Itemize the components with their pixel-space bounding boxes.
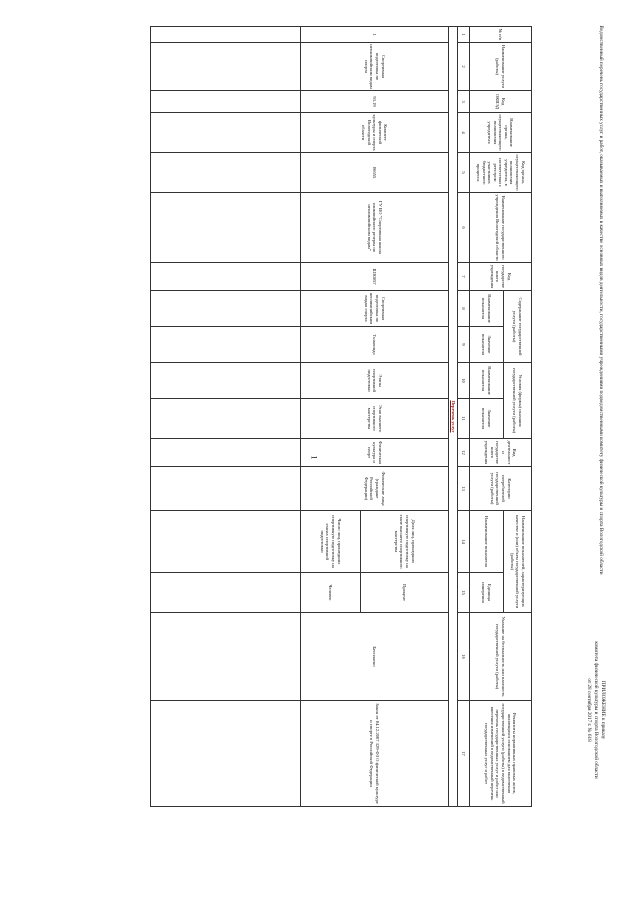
header-quality-name: Наименование показателя	[470, 511, 504, 573]
col-number: 14	[458, 511, 470, 573]
col-number: 13	[458, 467, 470, 511]
col-number: 11	[458, 399, 470, 439]
row-service: Спортивная подготовка по неолимпийским видам спорта	[301, 43, 449, 91]
col-number: 17	[458, 701, 470, 807]
row-payment: Бесплатно	[301, 613, 449, 701]
header-content-value: Значение показателя	[470, 327, 504, 363]
header-payment: Указание на бесплатность или платность государственной услуги (работы)	[470, 613, 532, 701]
row-law: Закон от 04.12.2007 329-ФЗ О физической культуре и спорте в Российской Федерации	[301, 701, 449, 807]
col-number: 15	[458, 573, 470, 613]
section-title: Перечень услуг	[449, 27, 458, 807]
header-activity: Вид деятельности государственного учреждения	[470, 439, 532, 467]
header-quality-unit: Единица измерения	[470, 573, 504, 613]
header-okved: Код ОКВЭД	[470, 91, 532, 113]
page-number: 1	[309, 455, 319, 460]
col-number: 1	[458, 27, 470, 43]
row-institution: ГУ ВО "Спортивная школа олимпийского резерва по неолимпийским видам"	[301, 193, 449, 263]
col-number: 7	[458, 263, 470, 291]
header-consumers: Категории потребителей государственной услуги (работы)	[470, 467, 532, 511]
col-number: 5	[458, 153, 470, 193]
row-inst-code: ШЗ0857	[301, 263, 449, 291]
header-inst-code: Код государственного учреждения	[470, 263, 532, 291]
row-authority-code: 06655	[301, 153, 449, 193]
col-number: 3	[458, 91, 470, 113]
col-number: 10	[458, 363, 470, 399]
header-line-3: от 28 сентября 2017 г. № 618	[586, 678, 592, 742]
header-line-2: комитета физической культуры и спорта Вологодской области	[593, 641, 599, 779]
header-authority: Наименование органа, осуществляющего полномочия учредителя	[470, 113, 532, 153]
header-law: Реквизиты нормативных правовых актов, являющихся основанием для включения государственной услуги (работы) в ведомственный перечень государственных услуг и работ или внесения изменений в ведомственный перечень государственных услуг и работ	[470, 701, 532, 807]
document-header	[585, 560, 606, 860]
header-authority-code: Код органа, осуществляющего полномочия учредителя, в соответствии с реестром участников бюджетного процесса	[470, 153, 532, 193]
row-num: 1	[301, 27, 449, 43]
col-number: 16	[458, 613, 470, 701]
col-number: 4	[458, 113, 470, 153]
row-content-name: Спортивная подготовка по неолимпийским видам спорта	[301, 291, 449, 327]
row-activity: Физическая культура и спорт	[301, 439, 449, 467]
row-authority: Комитет физической культуры и спорта Вологодской области	[301, 113, 449, 153]
col-number: 2	[458, 43, 470, 91]
header-content: Содержание государственной услуги (работы)	[504, 291, 532, 363]
services-table	[150, 26, 532, 807]
row-quality-1-unit: Процент	[361, 573, 449, 613]
header-num: № п/п	[470, 27, 532, 43]
table-row	[361, 27, 449, 807]
row-content-value: Тхэквондо	[301, 327, 449, 363]
row-cond-name: Этапы спортивной подготовки	[301, 363, 449, 399]
row-quality-2: Число лиц, прошедших спортивную подготовку на этапах спортивной подготовки	[301, 511, 361, 573]
col-number: 9	[458, 327, 470, 363]
row-quality-2-unit: Человек	[301, 573, 361, 613]
header-quality: Наименование показателей, характеризующих качество и (или) объем государственной услуги (работы)	[504, 511, 532, 613]
row-quality-1: Доля лиц, прошедших спортивную подготовку на этапе высшего спортивного мастерства	[361, 511, 449, 573]
row-consumers: Физические лица (граждане Российской Федерации)	[301, 467, 449, 511]
header-line-1: ПРИЛОЖЕНИЕ к приказу	[600, 680, 606, 740]
col-number: 12	[458, 439, 470, 467]
col-number: 6	[458, 193, 470, 263]
header-cond-value: Значение показателя	[470, 399, 504, 439]
header-content-name: Наименование показателя	[470, 291, 504, 327]
row-cond-value: Этап высшего спортивного мастерства	[301, 399, 449, 439]
document-title: Ведомственный перечень государственных услуг и работ, оказываемых и выполняемых в качестве основных видов деятельности, государственными учреждениями подведомственными комитету физической культуры и спорта Вологодской области	[598, 25, 604, 575]
table-row-empty	[151, 27, 301, 807]
col-number: 8	[458, 291, 470, 327]
header-conditions: Условия (формы) оказания государственной услуги (работы)	[504, 363, 532, 439]
header-service: Наименование услуги (работы)	[470, 43, 532, 91]
row-okved: 93.19	[301, 91, 449, 113]
header-cond-name: Наименование показателя	[470, 363, 504, 399]
column-number-row	[458, 27, 470, 807]
header-institution: Наименование государственного учреждения Вологодской области	[470, 193, 532, 263]
